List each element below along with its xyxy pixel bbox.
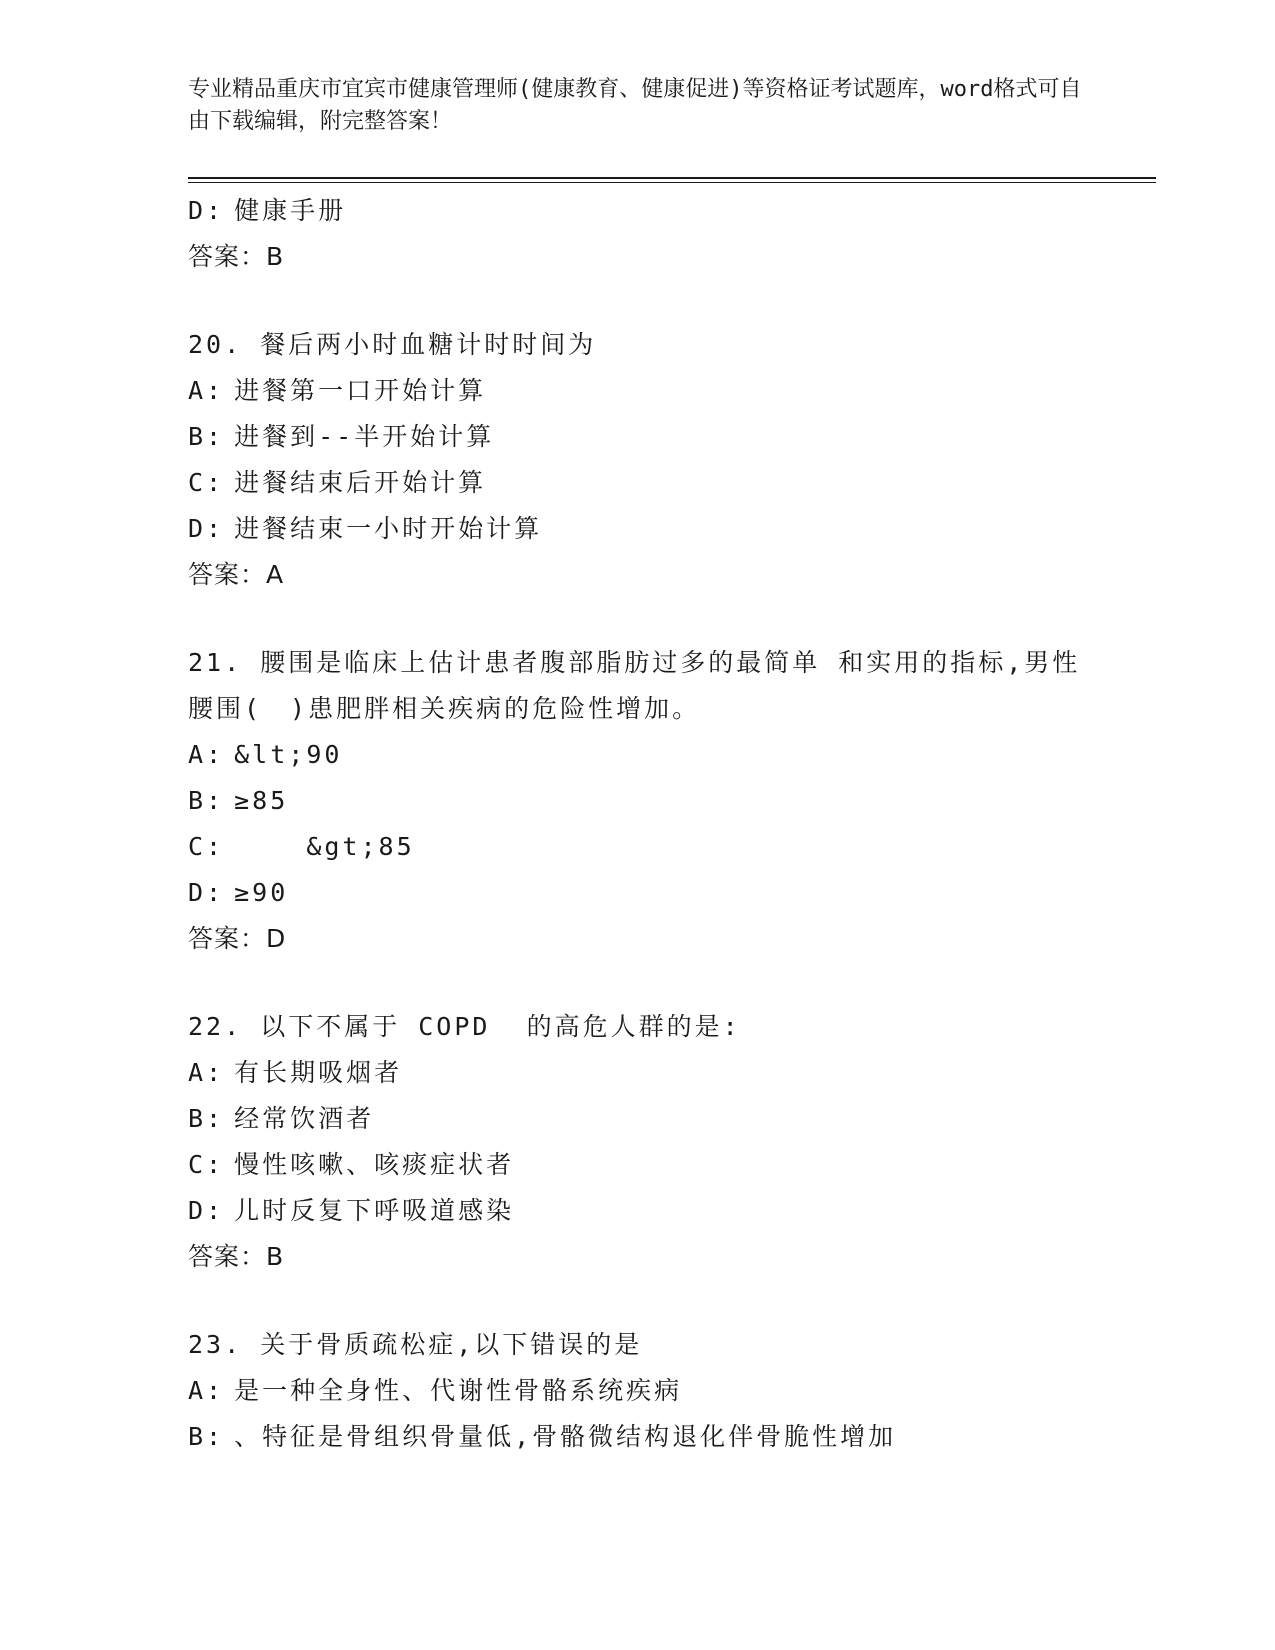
option-label: B: bbox=[188, 786, 225, 815]
option-line bbox=[188, 1050, 1156, 1096]
answer-line: 答案：B bbox=[188, 242, 285, 271]
option-label: B: bbox=[188, 1422, 225, 1451]
option-label: A: bbox=[188, 1376, 225, 1405]
option-label: D: bbox=[188, 1196, 225, 1225]
answer-line: 答案：A bbox=[188, 560, 285, 589]
header-divider-thin bbox=[188, 182, 1156, 183]
option-text: 健康手册 bbox=[234, 196, 347, 225]
question-stem: 23. 关于骨质疏松症,以下错误的是 bbox=[188, 1330, 643, 1359]
option-label: D: bbox=[188, 878, 225, 907]
option-line bbox=[188, 732, 1156, 778]
option-text: 经常饮酒者 bbox=[234, 1104, 375, 1133]
question-stem: 21. 腰围是临床上估计患者腹部脂肪过多的最简单 和实用的指标,男性腰围( )患肥胖相关疾病的危险性增加。 bbox=[188, 648, 1081, 723]
option-label: C: bbox=[188, 832, 225, 861]
option-text: 进餐结束一小时开始计算 bbox=[234, 514, 543, 543]
option-line bbox=[188, 1414, 1156, 1460]
option-label: B: bbox=[188, 422, 225, 451]
option-text: 进餐到--半开始计算 bbox=[234, 422, 495, 451]
option-text: ≥90 bbox=[234, 878, 289, 907]
option-text: &gt;85 bbox=[234, 832, 415, 861]
option-line bbox=[188, 1368, 1156, 1414]
option-line bbox=[188, 870, 1156, 916]
option-label: D: bbox=[188, 196, 225, 225]
option-text: 慢性咳嗽、咳痰症状者 bbox=[234, 1150, 515, 1179]
option-label: B: bbox=[188, 1104, 225, 1133]
option-label: A: bbox=[188, 376, 225, 405]
answer-line: 答案：B bbox=[188, 1242, 285, 1271]
option-line bbox=[188, 460, 1156, 506]
option-label: D: bbox=[188, 514, 225, 543]
option-text: 有长期吸烟者 bbox=[234, 1058, 403, 1087]
option-text: 是一种全身性、代谢性骨骼系统疾病 bbox=[234, 1376, 683, 1405]
question-stem: 22. 以下不属于 COPD 的高危人群的是: bbox=[188, 1012, 741, 1041]
option-label: A: bbox=[188, 1058, 225, 1087]
option-label: C: bbox=[188, 468, 225, 497]
option-text: 进餐结束后开始计算 bbox=[234, 468, 487, 497]
option-line bbox=[188, 1096, 1156, 1142]
option-text: 、特征是骨组织骨量低,骨骼微结构退化伴骨脆性增加 bbox=[234, 1422, 897, 1451]
option-line bbox=[188, 1188, 1156, 1234]
question-list bbox=[188, 188, 1156, 1460]
option-line bbox=[188, 368, 1156, 414]
option-text: 儿时反复下呼吸道感染 bbox=[234, 1196, 515, 1225]
option-line bbox=[188, 778, 1156, 824]
option-line bbox=[188, 824, 1156, 870]
header-divider-thick bbox=[188, 177, 1156, 179]
option-line bbox=[188, 1142, 1156, 1188]
option-line bbox=[188, 188, 1156, 234]
option-text: 进餐第一口开始计算 bbox=[234, 376, 487, 405]
option-label: A: bbox=[188, 740, 225, 769]
option-line bbox=[188, 414, 1156, 460]
question-stem: 20. 餐后两小时血糖计时时间为 bbox=[188, 330, 597, 359]
option-line bbox=[188, 506, 1156, 552]
option-text: ≥85 bbox=[234, 786, 289, 815]
answer-line: 答案：D bbox=[188, 924, 287, 953]
option-label: C: bbox=[188, 1150, 225, 1179]
page-header: 专业精品重庆市宜宾市健康管理师(健康教育、健康促进)等资格证考试题库，word格式可自由下载编辑，附完整答案！ bbox=[188, 77, 1082, 134]
option-text: &lt;90 bbox=[234, 740, 343, 769]
